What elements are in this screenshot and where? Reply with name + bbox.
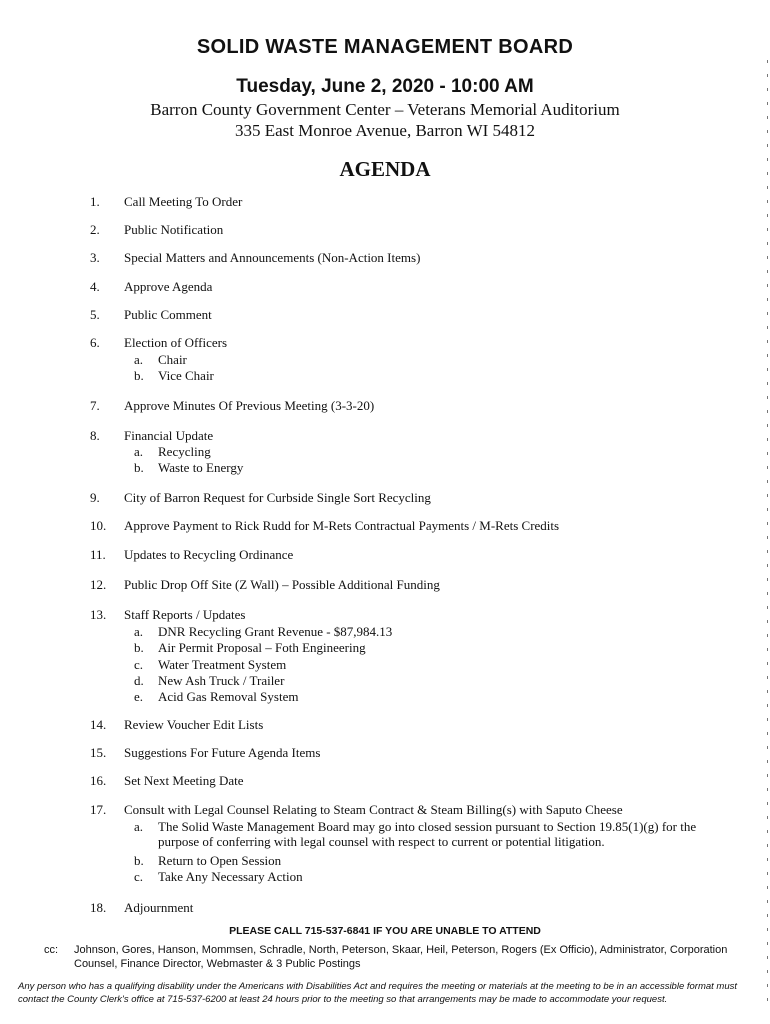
agenda-item-text: Call Meeting To Order <box>124 194 243 209</box>
agenda-item-number: 5. <box>90 307 100 322</box>
agenda-sub-item-letter: a. <box>134 352 144 367</box>
agenda-sub-item-letter: b. <box>134 640 144 655</box>
agenda-sub-item-text: DNR Recycling Grant Revenue - $87,984.13 <box>158 624 393 639</box>
scan-edge-marks <box>767 60 768 1010</box>
agenda-item-number: 16. <box>90 773 107 788</box>
agenda-sub-item-letter: c. <box>134 657 144 672</box>
agenda-sub-item-letter: b. <box>134 853 144 868</box>
agenda-sub-item-letter: a. <box>134 444 144 459</box>
agenda-item-text: Public Comment <box>124 307 212 322</box>
agenda-item-number: 15. <box>90 745 107 760</box>
agenda-item-text: Review Voucher Edit Lists <box>124 717 264 732</box>
agenda-sub-item-letter: e. <box>134 689 144 704</box>
agenda-sub-item-text: Acid Gas Removal System <box>158 689 299 704</box>
agenda-sub-item-text: New Ash Truck / Trailer <box>158 673 285 688</box>
agenda-sub-item-text: Recycling <box>158 444 211 459</box>
agenda-item-number: 9. <box>90 490 100 505</box>
agenda-item-text: Approve Agenda <box>124 279 213 294</box>
agenda-item-number: 3. <box>90 250 100 265</box>
agenda-sub-item-text: Chair <box>158 352 187 367</box>
agenda-item-text: Election of Officers <box>124 335 227 350</box>
agenda-heading: AGENDA <box>339 157 431 181</box>
agenda-sub-item-letter: a. <box>134 819 144 834</box>
ada-disclaimer: Any person who has a qualifying disability under the Americans with Disabilities Act and requires the meeting or materials at the meeting to be in an accessible format must contact the County Clerk's office at 715-537-6200 at least 24 hours prior to the meeting so that arrangements may be made to accommodate your request. <box>18 981 738 1005</box>
meeting-date-time: Tuesday, June 2, 2020 - 10:00 AM <box>236 76 534 97</box>
agenda-item-text: Special Matters and Announcements (Non-Action Items) <box>124 250 421 265</box>
agenda-item-text: Approve Minutes Of Previous Meeting (3-3-20) <box>124 398 375 413</box>
agenda-item-number: 6. <box>90 335 100 350</box>
agenda-sub-item-text: Vice Chair <box>158 368 214 383</box>
meeting-location: Barron County Government Center – Veterans Memorial Auditorium <box>150 100 620 119</box>
agenda-item-number: 1. <box>90 194 100 209</box>
agenda-item-text: Public Drop Off Site (Z Wall) – Possible Additional Funding <box>124 577 440 592</box>
board-title: SOLID WASTE MANAGEMENT BOARD <box>196 36 574 58</box>
agenda-item-number: 10. <box>90 518 107 533</box>
agenda-sub-item-text: Air Permit Proposal – Foth Engineering <box>158 640 366 655</box>
agenda-item-number: 8. <box>90 428 100 443</box>
agenda-sub-item-text: The Solid Waste Management Board may go into closed session pursuant to Section 19.85(1)(g) for the purpose of conferring with legal counsel with respect to current or potential litigation. <box>158 819 697 849</box>
meeting-address: 335 East Monroe Avenue, Barron WI 54812 <box>234 121 536 140</box>
agenda-sub-item-text: Waste to Energy <box>158 460 244 475</box>
call-notice: PLEASE CALL 715-537-6841 IF YOU ARE UNABLE TO ATTEND <box>229 925 541 937</box>
agenda-sub-item-text: Return to Open Session <box>158 853 282 868</box>
agenda-item-number: 4. <box>90 279 100 294</box>
agenda-sub-item-text: Water Treatment System <box>158 657 287 672</box>
agenda-item-text: Suggestions For Future Agenda Items <box>124 745 321 760</box>
agenda-item-text: Staff Reports / Updates <box>124 607 246 622</box>
agenda-item-text: Public Notification <box>124 222 224 237</box>
agenda-item-text: Updates to Recycling Ordinance <box>124 547 294 562</box>
agenda-item-number: 12. <box>90 577 107 592</box>
agenda-item-number: 2. <box>90 222 100 237</box>
cc-label: cc: <box>44 944 59 956</box>
agenda-item-number: 7. <box>90 398 100 413</box>
agenda-item-number: 11. <box>90 547 106 562</box>
agenda-item-number: 17. <box>90 802 107 817</box>
agenda-sub-item-letter: d. <box>134 673 144 688</box>
agenda-item-text: Approve Payment to Rick Rudd for M-Rets Contractual Payments / M-Rets Credits <box>124 518 560 533</box>
agenda-item-number: 13. <box>90 607 107 622</box>
agenda-sub-item-letter: c. <box>134 869 144 884</box>
agenda-sub-item-letter: b. <box>134 460 144 475</box>
agenda-item-text: Financial Update <box>124 428 214 443</box>
agenda-item-number: 18. <box>90 900 107 915</box>
agenda-item-text: Set Next Meeting Date <box>124 773 244 788</box>
agenda-sub-item-letter: a. <box>134 624 144 639</box>
agenda-item-text: Adjournment <box>124 900 194 915</box>
agenda-item-text: City of Barron Request for Curbside Single Sort Recycling <box>124 490 431 505</box>
cc-recipients: Johnson, Gores, Hanson, Mommsen, Schradle, North, Peterson, Skaar, Heil, Peterson, Rogers (Ex Officio), Administrator, Corporation Counsel, Finance Director, Webmaster & 3 Public Postings <box>74 944 728 970</box>
agenda-item-number: 14. <box>90 717 107 732</box>
agenda-item-text: Consult with Legal Counsel Relating to Steam Contract & Steam Billing(s) with Saputo Cheese <box>124 802 623 817</box>
agenda-sub-item-letter: b. <box>134 368 144 383</box>
agenda-sub-item-text: Take Any Necessary Action <box>158 869 303 884</box>
